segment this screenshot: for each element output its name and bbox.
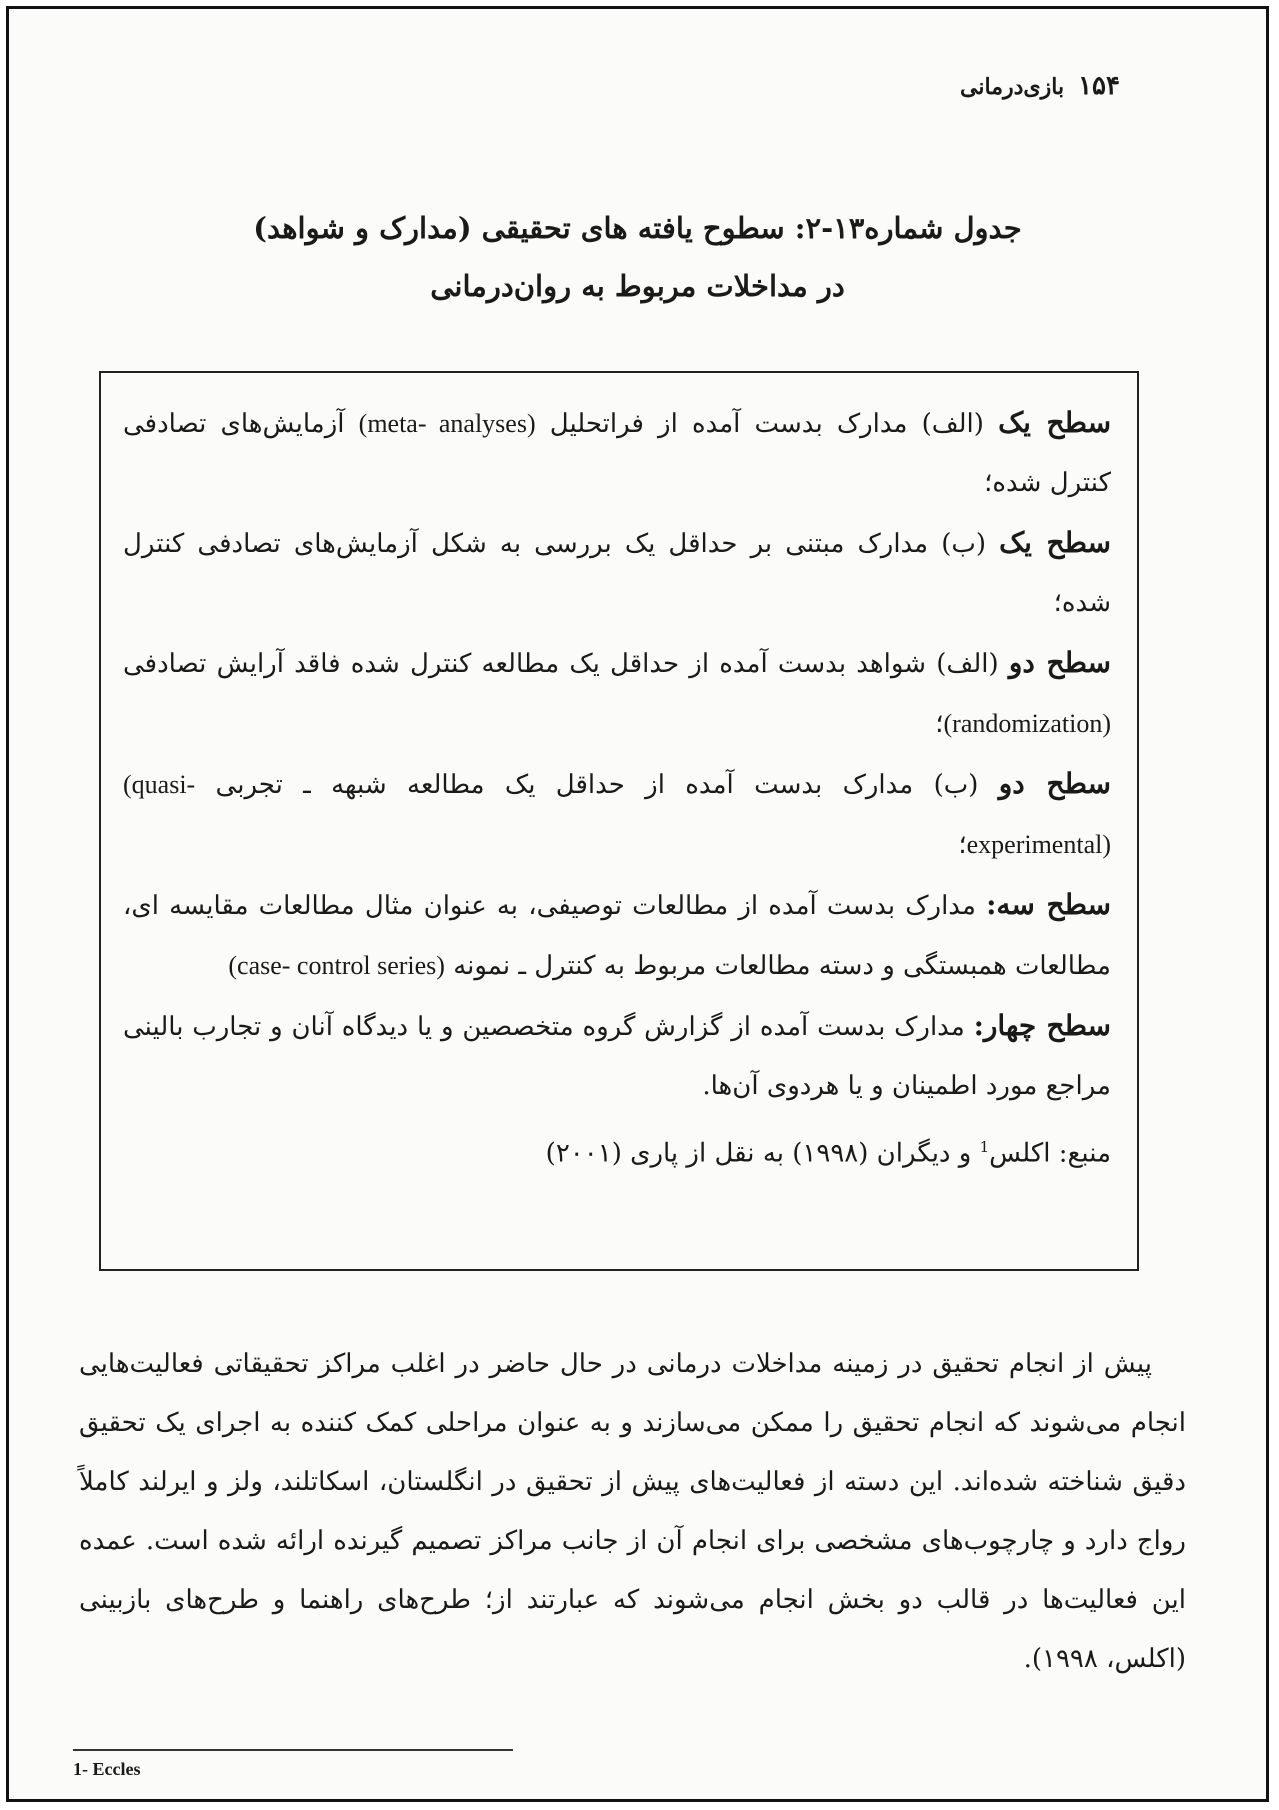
book-page: [6, 6, 1269, 1802]
level-latin-term: (meta- analyses): [358, 409, 536, 438]
level-text: (الف) مدارک بدست آمده از فراتحلیل: [549, 409, 984, 439]
source-suffix: و دیگران (۱۹۹۸) به نقل از پاری (۲۰۰۱): [545, 1138, 972, 1169]
evidence-levels-table: [99, 371, 1139, 1271]
evidence-level-2a: [123, 633, 1111, 754]
table-caption-line-1: جدول شماره۱۳-۲: سطوح یافته های تحقیقی (مدارک و شواهد): [253, 211, 1022, 245]
level-latin-term: (randomization): [943, 709, 1111, 738]
level-text: (ب) مدارک بدست آمده از حداقل یک مطالعه شبهه ـ تجربی: [215, 770, 979, 800]
evidence-level-3: [123, 875, 1111, 996]
level-label: سطح سه:: [986, 888, 1112, 921]
level-label: سطح یک: [998, 406, 1112, 439]
level-text-after: ؛: [958, 830, 967, 860]
level-label: سطح چهار:: [973, 1009, 1111, 1042]
level-label: سطح یک: [999, 526, 1111, 559]
evidence-level-4: [123, 996, 1111, 1116]
level-text: مدارک بدست آمده از مطالعات توصیفی، به عنوان مثال مطالعات مقایسه ای، مطالعات همبستگی و دسته مطالعات مربوط به کنترل ـ نمونه: [123, 891, 1111, 981]
footnote: 1- Eccles: [73, 1759, 141, 1779]
level-latin-term: (case- control series): [228, 951, 445, 980]
level-text: مدارک بدست آمده از گزارش گروه متخصصین و یا دیدگاه آنان و تجارب بالینی مراجع مورد اطمینان و یا هردوی آن‌ها.: [123, 1012, 1111, 1101]
level-latin-term: (quasi- experimental): [123, 770, 1111, 859]
level-label: سطح دو: [1008, 646, 1112, 679]
footnote-divider: [73, 1749, 513, 1751]
table-caption-line-2: در مداخلات مربوط به روان‌درمانی: [430, 269, 845, 303]
level-text: (الف) شواهد بدست آمده از حداقل یک مطالعه کنترل شده فاقد آرایش تصادفی: [123, 649, 999, 679]
evidence-level-1b: [123, 513, 1111, 633]
running-header: [960, 71, 1120, 101]
level-label: سطح دو: [998, 767, 1112, 800]
body-text: [79, 1335, 1186, 1689]
evidence-level-2b: [123, 754, 1111, 875]
page-number: ۱۵۴: [1078, 71, 1120, 101]
evidence-level-1a: [123, 393, 1111, 513]
body-paragraph: پیش از انجام تحقیق در زمینه مداخلات درمانی در حال حاضر در اغلب مراکز تحقیقاتی فعالیت‌هایی انجام می‌شوند که انجام تحقیق را ممکن می‌سازند و به عنوان مراحلی کمک کننده به اجرای یک تحقیق دقیق شناخته شده‌اند. این دسته از فعالیت‌های پیش از تحقیق در انگلستان، اسکاتلند، ولز و ایرلند کاملاً رواج دارد و چارچوب‌های مشخصی برای انجام آن از جانب مراکز تصمیم گیرنده ارائه شده است. عمده این فعالیت‌ها در قالب دو بخش انجام می‌شوند که عبارتند از؛ طرح‌های راهنما و طرح‌های بازبینی (اکلس، ۱۹۹۸).: [79, 1349, 1186, 1674]
footnote-marker: 1: [979, 1138, 990, 1156]
book-title: بازی‌درمانی: [960, 74, 1065, 100]
table-caption: [129, 199, 1146, 315]
level-text-after: آزمایش‌های تصادفی کنترل شده؛: [123, 409, 1111, 498]
level-text-after: ؛: [935, 709, 944, 739]
level-text: (ب) مدارک مبتنی بر حداقل یک بررسی به شکل آزمایش‌های تصادفی کنترل شده؛: [123, 529, 1111, 618]
source-prefix: منبع: اکلس: [989, 1138, 1111, 1169]
table-source: [123, 1118, 1111, 1184]
